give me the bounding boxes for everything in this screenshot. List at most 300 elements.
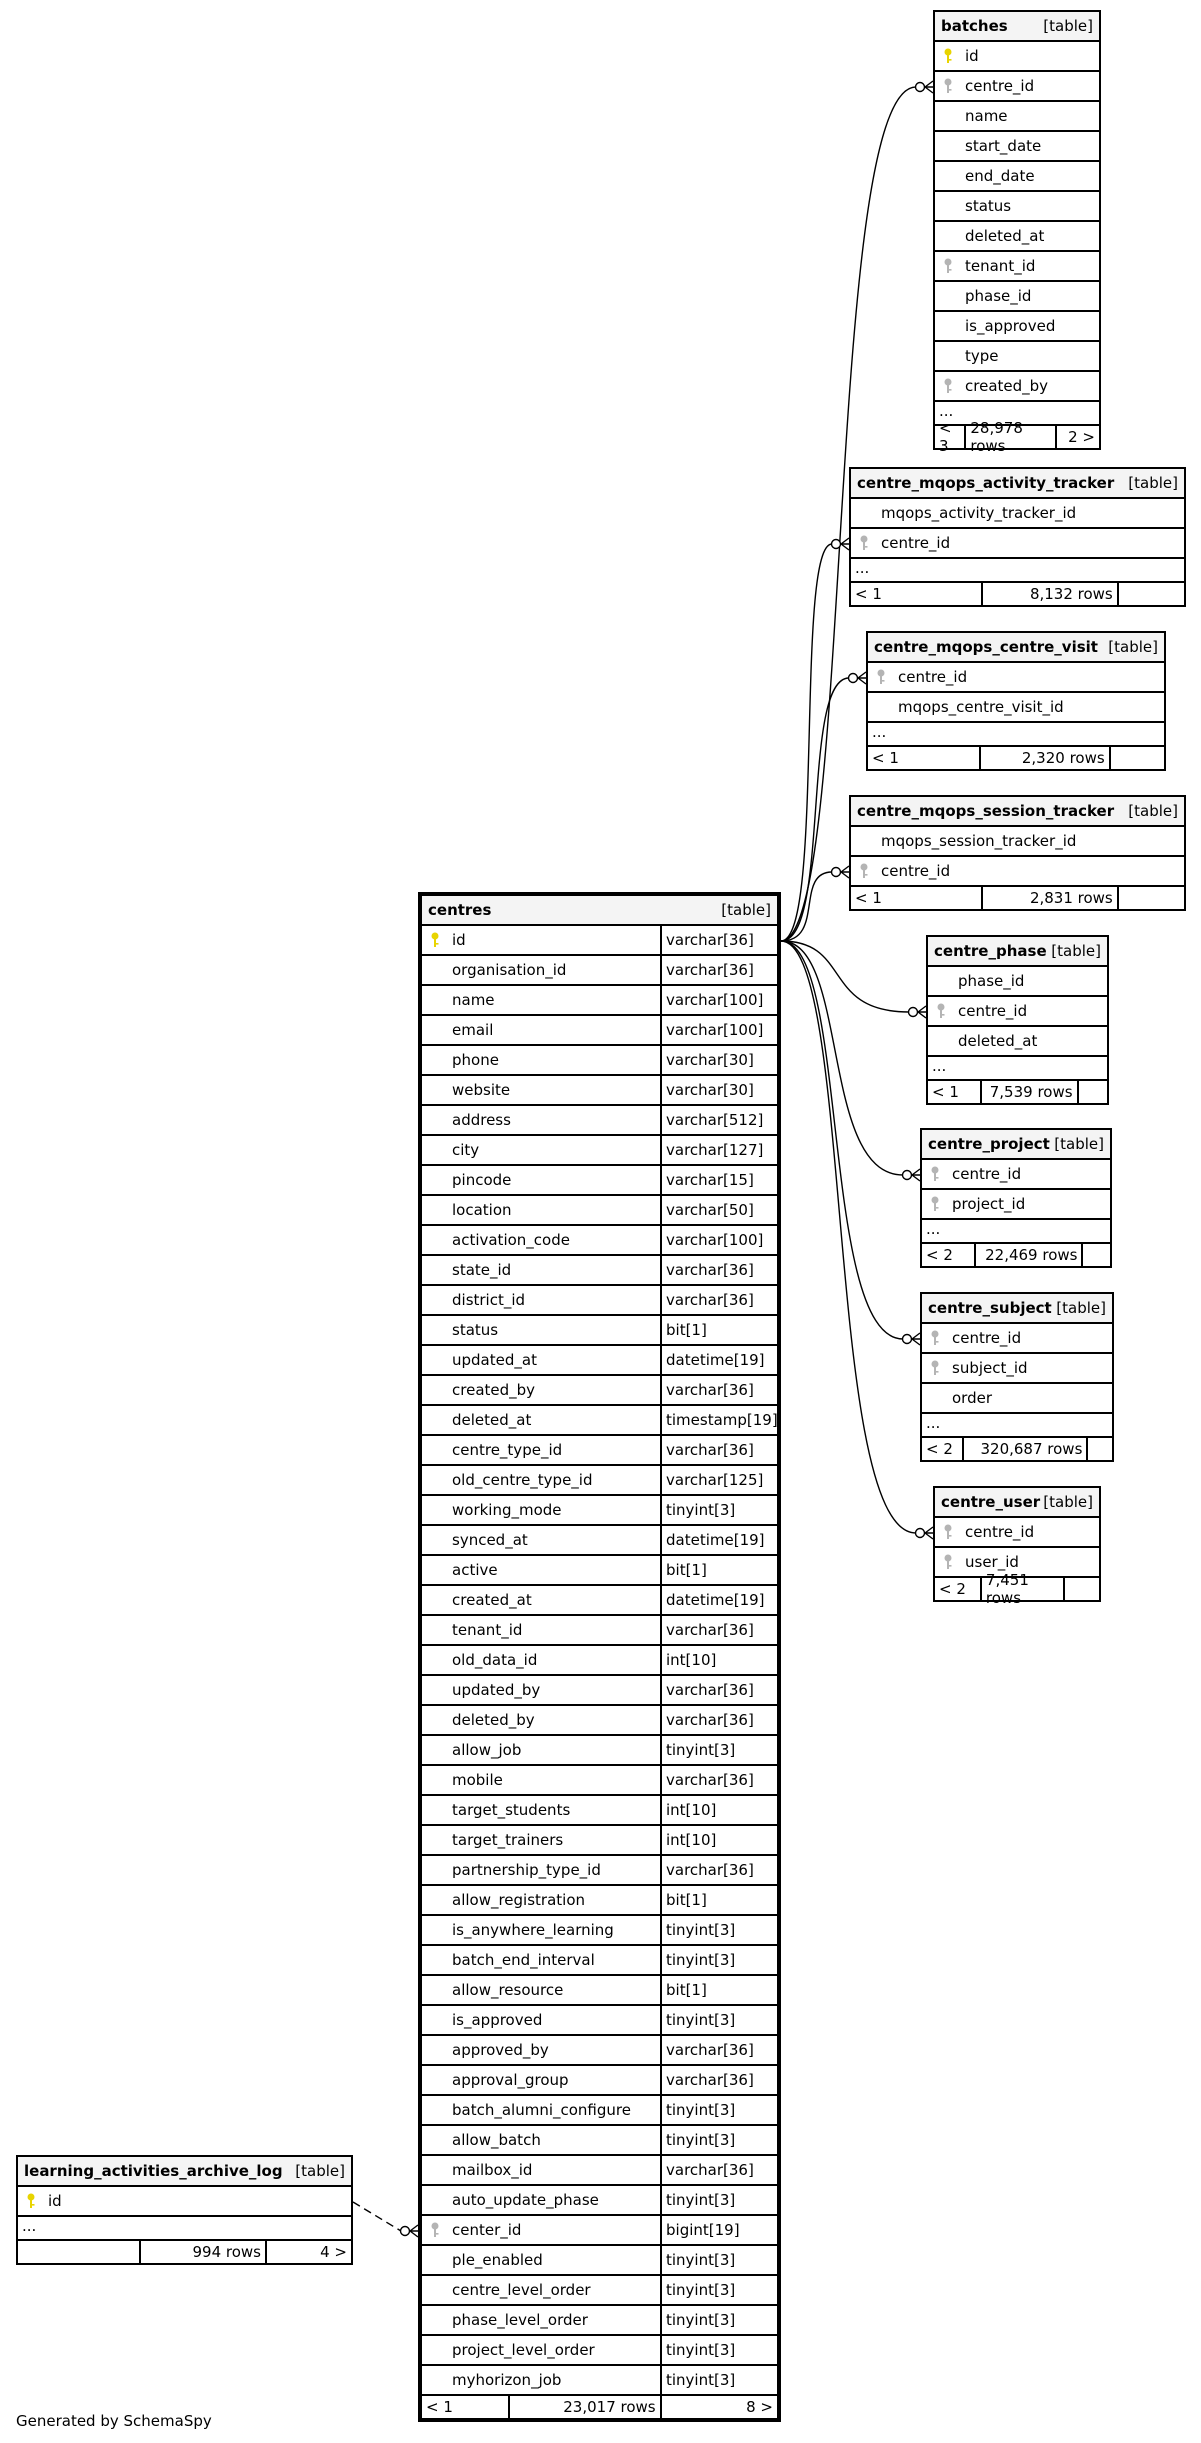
column-row[interactable] bbox=[422, 926, 777, 956]
no-key-icon bbox=[422, 1166, 448, 1194]
row-count: 7,451 rows bbox=[980, 1578, 1063, 1600]
column-name: project_id bbox=[952, 1195, 1026, 1213]
column-row[interactable] bbox=[422, 1826, 777, 1856]
row-count: 2,831 rows bbox=[981, 887, 1116, 909]
no-key-icon bbox=[422, 1796, 448, 1824]
no-key-icon bbox=[422, 1196, 448, 1224]
column-name: centre_type_id bbox=[452, 1441, 563, 1459]
more-columns: ... bbox=[922, 1414, 1112, 1438]
table-name: centre_mqops_centre_visit bbox=[874, 638, 1098, 656]
many-crowfoot-marker bbox=[912, 1333, 920, 1345]
column-row[interactable] bbox=[422, 1376, 777, 1406]
column-name: phase_id bbox=[958, 972, 1025, 990]
column-row[interactable] bbox=[422, 986, 777, 1016]
column-row[interactable] bbox=[935, 282, 1099, 312]
column-type: tinyint[3] bbox=[660, 2126, 777, 2154]
prev-relations[interactable]: < 2 bbox=[926, 1440, 953, 1458]
column-row[interactable] bbox=[422, 1976, 777, 2006]
column-name: partnership_type_id bbox=[452, 1861, 601, 1879]
next-relations[interactable] bbox=[1081, 1244, 1110, 1266]
column-name: state_id bbox=[452, 1261, 512, 1279]
column-row[interactable] bbox=[422, 1916, 777, 1946]
table-kind: [table] bbox=[1043, 1493, 1093, 1511]
column-name: name bbox=[965, 107, 1008, 125]
no-key-icon bbox=[422, 1916, 448, 1944]
column-row[interactable] bbox=[422, 2126, 777, 2156]
foreign-key-icon bbox=[922, 1324, 948, 1352]
column-name: created_at bbox=[452, 1591, 532, 1609]
no-key-icon bbox=[422, 1226, 448, 1254]
column-row[interactable] bbox=[922, 1160, 1110, 1190]
column-row[interactable] bbox=[922, 1384, 1112, 1414]
column-row[interactable] bbox=[851, 827, 1184, 857]
column-name: centre_id bbox=[965, 77, 1035, 95]
column-type: tinyint[3] bbox=[660, 1496, 777, 1524]
column-row[interactable] bbox=[18, 2187, 351, 2217]
relationship-edge bbox=[781, 544, 832, 941]
column-type: varchar[36] bbox=[660, 1256, 777, 1284]
more-columns: ... bbox=[851, 559, 1184, 583]
column-row[interactable] bbox=[935, 162, 1099, 192]
next-relations[interactable]: 4 > bbox=[265, 2241, 351, 2263]
column-name: created_by bbox=[965, 377, 1049, 395]
foreign-key-icon bbox=[922, 1160, 948, 1188]
column-row[interactable] bbox=[422, 2336, 777, 2366]
column-name: old_centre_type_id bbox=[452, 1471, 593, 1489]
foreign-key-icon bbox=[935, 372, 961, 400]
column-row[interactable] bbox=[935, 1518, 1099, 1548]
table-kind: [table] bbox=[1108, 638, 1158, 656]
column-type: int[10] bbox=[660, 1826, 777, 1854]
column-name: ple_enabled bbox=[452, 2251, 543, 2269]
no-key-icon bbox=[422, 1406, 448, 1434]
column-type: varchar[36] bbox=[660, 1856, 777, 1884]
next-relations[interactable] bbox=[1063, 1578, 1099, 1600]
column-row[interactable] bbox=[922, 1190, 1110, 1220]
table-footer bbox=[422, 2396, 777, 2418]
table-centre-mqops-centre-visit[interactable] bbox=[866, 631, 1166, 771]
no-key-icon bbox=[422, 1586, 448, 1614]
column-name: centre_level_order bbox=[452, 2281, 591, 2299]
column-name: is_anywhere_learning bbox=[452, 1921, 614, 1939]
no-key-icon bbox=[422, 2186, 448, 2214]
column-name: center_id bbox=[452, 2221, 522, 2239]
more-columns: ... bbox=[922, 1220, 1110, 1244]
table-header bbox=[935, 12, 1099, 42]
column-row[interactable] bbox=[851, 499, 1184, 529]
column-row[interactable] bbox=[935, 222, 1099, 252]
no-key-icon bbox=[935, 132, 961, 160]
column-row[interactable] bbox=[922, 1324, 1112, 1354]
column-row[interactable] bbox=[935, 132, 1099, 162]
column-name: order bbox=[952, 1389, 992, 1407]
relationship-edge bbox=[781, 872, 832, 941]
table-centre-project[interactable] bbox=[920, 1128, 1112, 1268]
no-key-icon bbox=[422, 1016, 448, 1044]
column-type: bit[1] bbox=[660, 1316, 777, 1344]
column-row[interactable] bbox=[422, 1646, 777, 1676]
table-footer bbox=[851, 583, 1184, 605]
row-count: 994 rows bbox=[139, 2241, 265, 2263]
column-name: target_trainers bbox=[452, 1831, 564, 1849]
column-name: batch_alumni_configure bbox=[452, 2101, 631, 2119]
column-row[interactable] bbox=[422, 1586, 777, 1616]
column-row[interactable] bbox=[422, 2066, 777, 2096]
column-name: mqops_activity_tracker_id bbox=[881, 504, 1077, 522]
column-type: varchar[512] bbox=[660, 1106, 777, 1134]
column-type: bigint[19] bbox=[660, 2216, 777, 2244]
column-name: id bbox=[452, 931, 466, 949]
column-name: old_data_id bbox=[452, 1651, 538, 1669]
column-row[interactable] bbox=[422, 1706, 777, 1736]
column-row[interactable] bbox=[935, 312, 1099, 342]
column-row[interactable] bbox=[422, 1556, 777, 1586]
column-row[interactable] bbox=[935, 342, 1099, 372]
no-key-icon bbox=[422, 1556, 448, 1584]
column-row[interactable] bbox=[422, 1106, 777, 1136]
primary-key-icon bbox=[935, 42, 961, 70]
column-row[interactable] bbox=[422, 1406, 777, 1436]
column-name: id bbox=[48, 2192, 62, 2210]
column-name: phone bbox=[452, 1051, 499, 1069]
column-name: is_approved bbox=[452, 2011, 543, 2029]
many-crowfoot-marker bbox=[858, 672, 866, 684]
table-footer bbox=[18, 2241, 351, 2263]
no-key-icon bbox=[422, 1646, 448, 1674]
prev-relations[interactable]: < 1 bbox=[855, 585, 882, 603]
relationship-edge bbox=[781, 678, 849, 941]
table-footer bbox=[922, 1244, 1110, 1266]
column-row[interactable] bbox=[422, 1076, 777, 1106]
table-kind: [table] bbox=[1043, 17, 1093, 35]
column-type: tinyint[3] bbox=[660, 2366, 777, 2394]
column-row[interactable] bbox=[422, 1676, 777, 1706]
column-name: allow_job bbox=[452, 1741, 522, 1759]
column-row[interactable] bbox=[422, 2096, 777, 2126]
column-row[interactable] bbox=[928, 997, 1107, 1027]
table-learning-activities-archive-log[interactable] bbox=[16, 2155, 353, 2265]
column-row[interactable] bbox=[422, 2186, 777, 2216]
column-type: varchar[36] bbox=[660, 2156, 777, 2184]
column-row[interactable] bbox=[422, 1136, 777, 1166]
no-key-icon bbox=[422, 2096, 448, 2124]
row-count: 320,687 rows bbox=[962, 1438, 1086, 1460]
column-row[interactable] bbox=[422, 1616, 777, 1646]
column-row[interactable] bbox=[422, 1046, 777, 1076]
no-key-icon bbox=[422, 2336, 448, 2364]
no-key-icon bbox=[422, 956, 448, 984]
table-header bbox=[851, 469, 1184, 499]
relationship-edge bbox=[781, 941, 903, 1175]
column-row[interactable] bbox=[422, 1796, 777, 1826]
prev-relations[interactable]: < 1 bbox=[872, 749, 899, 767]
column-name: batch_end_interval bbox=[452, 1951, 595, 1969]
table-footer bbox=[935, 419, 1099, 455]
column-name: active bbox=[452, 1561, 498, 1579]
zero-optional-marker bbox=[832, 868, 841, 877]
table-kind: [table] bbox=[721, 901, 771, 919]
column-row[interactable] bbox=[868, 693, 1164, 723]
column-row[interactable] bbox=[928, 1027, 1107, 1057]
table-header bbox=[922, 1130, 1110, 1160]
column-type: varchar[36] bbox=[660, 1286, 777, 1314]
column-name: centre_id bbox=[952, 1165, 1022, 1183]
row-count: 28,978 rows bbox=[964, 426, 1055, 448]
no-key-icon bbox=[422, 1136, 448, 1164]
more-columns: ... bbox=[868, 723, 1164, 747]
prev-relations[interactable]: < 2 bbox=[926, 1246, 953, 1264]
table-header bbox=[851, 797, 1184, 827]
column-row[interactable] bbox=[422, 1316, 777, 1346]
column-row[interactable] bbox=[422, 1196, 777, 1226]
no-key-icon bbox=[422, 1436, 448, 1464]
column-type: tinyint[3] bbox=[660, 2246, 777, 2274]
no-key-icon bbox=[935, 162, 961, 190]
column-name: target_students bbox=[452, 1801, 571, 1819]
column-name: status bbox=[965, 197, 1012, 215]
column-row[interactable] bbox=[422, 1526, 777, 1556]
column-row[interactable] bbox=[422, 2216, 777, 2246]
column-name: mqops_session_tracker_id bbox=[881, 832, 1077, 850]
column-type: varchar[30] bbox=[660, 1046, 777, 1074]
column-row[interactable] bbox=[422, 1946, 777, 1976]
column-row[interactable] bbox=[935, 42, 1099, 72]
no-key-icon bbox=[935, 192, 961, 220]
column-row[interactable] bbox=[422, 1226, 777, 1256]
no-key-icon bbox=[422, 1766, 448, 1794]
table-centre-phase[interactable] bbox=[926, 935, 1109, 1105]
column-type: bit[1] bbox=[660, 1886, 777, 1914]
table-centres[interactable] bbox=[418, 892, 781, 2422]
table-kind: [table] bbox=[1051, 942, 1101, 960]
next-relations[interactable] bbox=[1077, 1081, 1107, 1103]
next-relations[interactable] bbox=[1117, 583, 1184, 605]
table-name: centres bbox=[428, 901, 492, 919]
foreign-key-icon bbox=[935, 252, 961, 280]
next-relations[interactable]: 2 > bbox=[1055, 426, 1099, 448]
table-name: centre_project bbox=[928, 1135, 1050, 1153]
table-header bbox=[422, 896, 777, 926]
column-type: tinyint[3] bbox=[660, 2096, 777, 2124]
no-key-icon bbox=[935, 222, 961, 250]
column-type: datetime[19] bbox=[660, 1586, 777, 1614]
row-count: 7,539 rows bbox=[980, 1081, 1077, 1103]
prev-relations[interactable] bbox=[18, 2241, 139, 2263]
no-key-icon bbox=[935, 282, 961, 310]
column-name: subject_id bbox=[952, 1359, 1028, 1377]
column-type: tinyint[3] bbox=[660, 1916, 777, 1944]
column-name: organisation_id bbox=[452, 961, 567, 979]
foreign-key-icon bbox=[851, 529, 877, 557]
column-type: tinyint[3] bbox=[660, 1946, 777, 1974]
column-name: is_approved bbox=[965, 317, 1056, 335]
no-key-icon bbox=[422, 2246, 448, 2274]
no-key-icon bbox=[422, 1316, 448, 1344]
column-row[interactable] bbox=[422, 2036, 777, 2066]
column-row[interactable] bbox=[422, 2156, 777, 2186]
column-name: working_mode bbox=[452, 1501, 562, 1519]
next-relations[interactable] bbox=[1109, 747, 1164, 769]
column-type: varchar[15] bbox=[660, 1166, 777, 1194]
column-row[interactable] bbox=[422, 1256, 777, 1286]
column-row[interactable] bbox=[422, 1886, 777, 1916]
prev-relations[interactable]: < 2 bbox=[939, 1580, 966, 1598]
column-row[interactable] bbox=[935, 252, 1099, 282]
column-row[interactable] bbox=[868, 663, 1164, 693]
no-key-icon bbox=[422, 1466, 448, 1494]
table-centre-user[interactable] bbox=[933, 1486, 1101, 1607]
column-type: varchar[36] bbox=[660, 1376, 777, 1404]
column-type: varchar[36] bbox=[660, 1706, 777, 1734]
column-name: city bbox=[452, 1141, 480, 1159]
row-count: 8,132 rows bbox=[981, 583, 1116, 605]
column-row[interactable] bbox=[422, 1736, 777, 1766]
relationship-edge bbox=[781, 941, 909, 1012]
column-type: tinyint[3] bbox=[660, 2186, 777, 2214]
no-key-icon bbox=[868, 693, 894, 721]
column-type: varchar[100] bbox=[660, 1226, 777, 1254]
column-row[interactable] bbox=[422, 1346, 777, 1376]
column-name: email bbox=[452, 1021, 494, 1039]
column-row[interactable] bbox=[422, 1856, 777, 1886]
no-key-icon bbox=[851, 827, 877, 855]
foreign-key-icon bbox=[935, 1548, 961, 1576]
column-row[interactable] bbox=[935, 72, 1099, 102]
table-footer bbox=[922, 1438, 1112, 1460]
column-row[interactable] bbox=[422, 2276, 777, 2306]
no-key-icon bbox=[422, 2306, 448, 2334]
column-row[interactable] bbox=[422, 1466, 777, 1496]
column-name: centre_id bbox=[898, 668, 968, 686]
table-footer bbox=[851, 887, 1184, 909]
table-centre-mqops-activity-tracker[interactable] bbox=[849, 467, 1186, 607]
prev-relations[interactable]: < 3 bbox=[939, 419, 952, 455]
column-row[interactable] bbox=[851, 529, 1184, 559]
column-row[interactable] bbox=[928, 967, 1107, 997]
foreign-key-icon bbox=[422, 2216, 448, 2244]
column-name: website bbox=[452, 1081, 511, 1099]
generated-by-label: Generated by SchemaSpy bbox=[16, 2412, 212, 2430]
many-crowfoot-marker bbox=[925, 1527, 933, 1539]
many-crowfoot-marker bbox=[410, 2225, 418, 2237]
next-relations[interactable] bbox=[1117, 887, 1184, 909]
table-kind: [table] bbox=[1054, 1135, 1104, 1153]
column-row[interactable] bbox=[422, 2306, 777, 2336]
foreign-key-icon bbox=[868, 663, 894, 691]
column-row[interactable] bbox=[422, 1286, 777, 1316]
column-row[interactable] bbox=[935, 102, 1099, 132]
column-name: end_date bbox=[965, 167, 1035, 185]
table-centre-mqops-session-tracker[interactable] bbox=[849, 795, 1186, 911]
column-name: tenant_id bbox=[452, 1621, 523, 1639]
column-row[interactable] bbox=[422, 1766, 777, 1796]
column-row[interactable] bbox=[422, 956, 777, 986]
foreign-key-icon bbox=[935, 1518, 961, 1546]
column-name: activation_code bbox=[452, 1231, 570, 1249]
column-type: datetime[19] bbox=[660, 1526, 777, 1554]
column-name: user_id bbox=[965, 1553, 1019, 1571]
foreign-key-icon bbox=[935, 72, 961, 100]
more-columns: ... bbox=[18, 2217, 351, 2241]
no-key-icon bbox=[928, 967, 954, 995]
column-type: varchar[36] bbox=[660, 1616, 777, 1644]
no-key-icon bbox=[935, 102, 961, 130]
column-row[interactable] bbox=[935, 372, 1099, 402]
column-row[interactable] bbox=[422, 1436, 777, 1466]
column-type: varchar[30] bbox=[660, 1076, 777, 1104]
row-count: 2,320 rows bbox=[979, 747, 1108, 769]
column-type: varchar[127] bbox=[660, 1136, 777, 1164]
column-type: int[10] bbox=[660, 1796, 777, 1824]
table-centre-subject[interactable] bbox=[920, 1292, 1114, 1462]
column-row[interactable] bbox=[935, 192, 1099, 222]
zero-optional-marker bbox=[916, 1529, 925, 1538]
next-relations[interactable]: 8 > bbox=[660, 2396, 777, 2418]
column-row[interactable] bbox=[422, 2246, 777, 2276]
no-key-icon bbox=[422, 1616, 448, 1644]
column-row[interactable] bbox=[422, 1496, 777, 1526]
column-name: phase_level_order bbox=[452, 2311, 588, 2329]
no-key-icon bbox=[422, 2366, 448, 2394]
no-key-icon bbox=[422, 2276, 448, 2304]
zero-optional-marker bbox=[849, 674, 858, 683]
prev-relations[interactable]: < 1 bbox=[932, 1083, 959, 1101]
table-kind: [table] bbox=[295, 2162, 345, 2180]
more-columns: ... bbox=[928, 1057, 1107, 1081]
column-type: varchar[36] bbox=[660, 2036, 777, 2064]
column-row[interactable] bbox=[422, 2366, 777, 2396]
column-name: approval_group bbox=[452, 2071, 569, 2089]
column-name: pincode bbox=[452, 1171, 512, 1189]
column-row[interactable] bbox=[422, 1016, 777, 1046]
table-footer bbox=[928, 1081, 1107, 1103]
column-name: deleted_at bbox=[958, 1032, 1038, 1050]
table-batches[interactable] bbox=[933, 10, 1101, 455]
no-key-icon bbox=[422, 1886, 448, 1914]
many-crowfoot-marker bbox=[925, 81, 933, 93]
foreign-key-icon bbox=[851, 857, 877, 885]
no-key-icon bbox=[422, 1376, 448, 1404]
column-name: deleted_at bbox=[452, 1411, 532, 1429]
column-row[interactable] bbox=[422, 2006, 777, 2036]
prev-relations[interactable]: < 1 bbox=[426, 2398, 453, 2416]
relationship-edge bbox=[353, 2202, 401, 2231]
many-crowfoot-marker bbox=[912, 1169, 920, 1181]
column-type: bit[1] bbox=[660, 1976, 777, 2004]
no-key-icon bbox=[422, 1526, 448, 1554]
no-key-icon bbox=[422, 1076, 448, 1104]
column-type: datetime[19] bbox=[660, 1346, 777, 1374]
prev-relations[interactable]: < 1 bbox=[855, 889, 882, 907]
column-name: centre_id bbox=[881, 534, 951, 552]
no-key-icon bbox=[422, 1256, 448, 1284]
no-key-icon bbox=[922, 1384, 948, 1412]
column-row[interactable] bbox=[851, 857, 1184, 887]
no-key-icon bbox=[422, 1676, 448, 1704]
column-type: tinyint[3] bbox=[660, 1736, 777, 1764]
column-row[interactable] bbox=[922, 1354, 1112, 1384]
column-row[interactable] bbox=[422, 1166, 777, 1196]
relationship-edge bbox=[781, 941, 916, 1533]
no-key-icon bbox=[422, 1106, 448, 1134]
next-relations[interactable] bbox=[1086, 1438, 1112, 1460]
column-name: auto_update_phase bbox=[452, 2191, 599, 2209]
no-key-icon bbox=[422, 1976, 448, 2004]
column-name: synced_at bbox=[452, 1531, 528, 1549]
no-key-icon bbox=[422, 2126, 448, 2154]
column-type: tinyint[3] bbox=[660, 2306, 777, 2334]
no-key-icon bbox=[422, 2006, 448, 2034]
